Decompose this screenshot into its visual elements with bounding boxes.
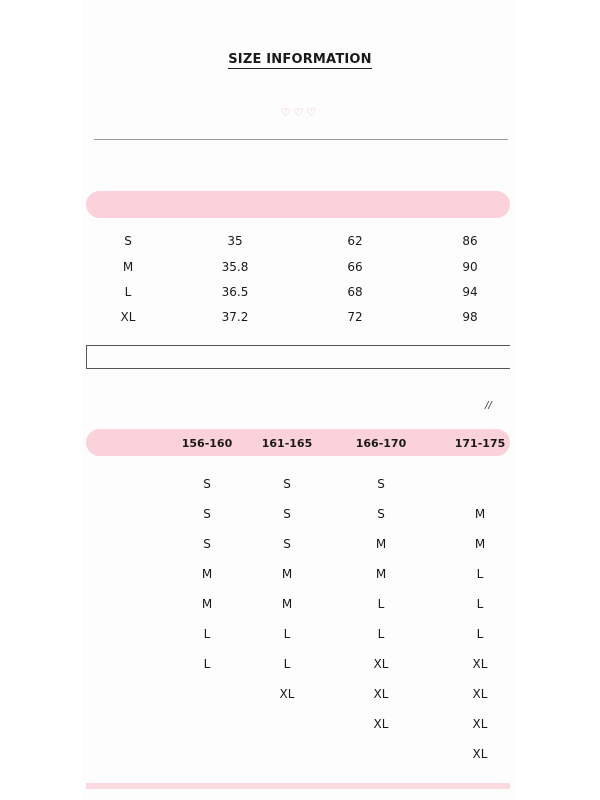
measurement-cell: 66 [347,260,363,274]
bottom-band [86,783,510,789]
page-title: SIZE INFORMATION [228,52,372,67]
size-cell: XL [279,687,295,701]
empty-note-box [86,345,510,369]
measurement-cell: 94 [462,285,478,299]
measurement-cell: 68 [347,285,363,299]
size-cell: M [201,567,213,581]
measurement-cell: M [122,260,134,274]
measurement-cell: 36.5 [221,285,249,299]
size-cell: S [203,477,211,491]
measurement-cell: 35 [227,234,243,248]
size-cell: L [203,627,211,641]
size-cell: M [375,537,387,551]
size-cell: L [476,597,484,611]
divider [94,139,508,140]
size-sheet [82,0,516,800]
measurement-cell: 90 [462,260,478,274]
size-cell: XL [373,657,389,671]
size-cell: M [201,597,213,611]
size-cell: M [281,597,293,611]
size-cell: S [377,477,385,491]
size-cell: M [281,567,293,581]
size-cell: L [377,597,385,611]
size-cell: M [474,507,486,521]
size-cell: L [476,567,484,581]
height-range-header: 161-165 [261,437,313,450]
size-cell: XL [472,657,488,671]
size-cell: XL [373,717,389,731]
measurement-cell: XL [120,310,136,324]
size-cell: M [474,537,486,551]
measurement-cell: 72 [347,310,363,324]
measurement-cell: 62 [347,234,363,248]
measurement-cell: 35.8 [221,260,249,274]
hearts-decoration: ♡♡♡ [280,106,320,119]
size-cell: L [377,627,385,641]
size-cell: S [283,537,291,551]
size-cell: S [377,507,385,521]
size-cell: S [203,507,211,521]
size-cell: XL [472,747,488,761]
height-range-header: 166-170 [355,437,407,450]
size-cell: S [283,477,291,491]
size-cell: L [203,657,211,671]
size-cell: XL [472,717,488,731]
separator-mark: // [485,400,492,411]
size-cell: M [375,567,387,581]
size-cell: L [283,657,291,671]
size-cell: XL [472,687,488,701]
height-range-header: 171-175 [454,437,506,450]
measurement-cell: 86 [462,234,478,248]
size-cell: XL [373,687,389,701]
measurement-header-band [86,191,510,218]
size-cell: S [203,537,211,551]
measurement-cell: S [124,234,132,248]
size-cell: S [283,507,291,521]
height-range-header: 156-160 [181,437,233,450]
measurement-cell: 37.2 [221,310,249,324]
size-cell: L [283,627,291,641]
measurement-cell: 98 [462,310,478,324]
measurement-cell: L [124,285,132,299]
size-cell: L [476,627,484,641]
